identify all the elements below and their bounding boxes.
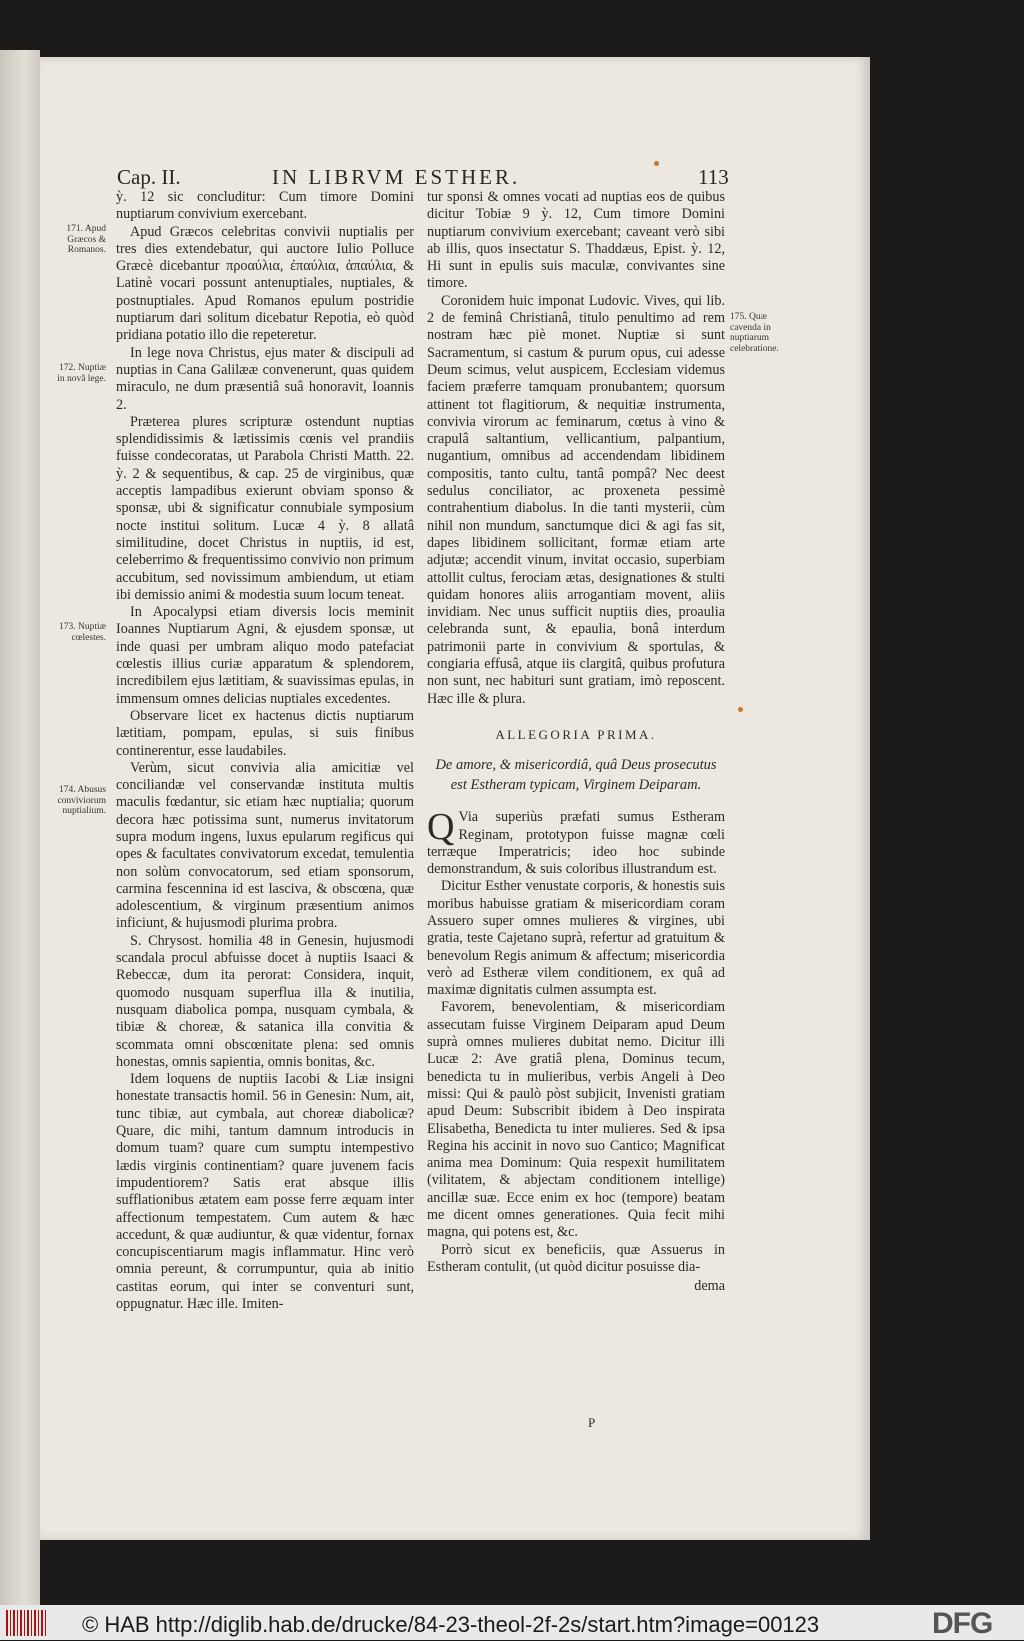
drop-cap: Q <box>427 806 455 849</box>
barcode-icon <box>6 1610 46 1636</box>
running-header <box>40 165 870 191</box>
ink-spot <box>654 161 659 166</box>
paragraph: S. Chrysost. homilia 48 in Genesin, hujusmodi scandala procul abfuisse docet à nuptiis Isaaci & Rebeccæ, dum ita perorat: Considera, inquit, quomodo nusquam superflua illa & inutilia, nusquam diabolica pompa, nusquam cymbala, & tibiæ & choreæ, & satanica illa convitia & scommata omni obscœnitate plena: sed omnis honestas, omnis sapientia, omnis bonitas, &c. <box>116 932 414 1070</box>
paragraph: Apud Græcos celebritas convivii nuptialis per tres dies extendebatur, qui auctore Iulio Polluce Græcè dicebantur προαύλια, ἐπαύλια, ἀπαύλια, & Latinè vocari possunt antenuptiales, nuptiales, & postnuptiales. Apud Romanos epulum postridie nuptiarum dari solitum dicebatur Repotia, eò quòd pridiana potatio illo die repeteretur. <box>116 223 414 344</box>
signature-mark: P <box>588 1415 596 1430</box>
margin-note-174: 174. Abusus conviviorum nuptialium. <box>57 785 106 816</box>
paragraph: Observare licet ex hactenus dictis nuptiarum lætitiam, pompam, epulas, si suis finibus continerentur, esse laudabiles. <box>116 707 414 759</box>
page-number: 113 <box>698 165 729 189</box>
margin-note-171: 171. Apud Græcos & Romanos. <box>66 224 106 255</box>
ink-spot <box>738 707 743 712</box>
right-column <box>427 189 725 1296</box>
paragraph: In Apocalypsi etiam diversis locis meminit Ioannes Nuptiarum Agni, & ejusdem sponsæ, ut inde quasi per umbram aliquo modo patefaciat cœlestis illius curiæ apparatum & splendorem, incredibilem ejus lætitiam, & suavissimas epulas, in immensum omnes delicias nuptiales excedentes. <box>116 604 414 707</box>
margin-note-173: 173. Nuptiæ cœlestes. <box>59 622 106 643</box>
catchword: dema <box>694 1278 725 1295</box>
paragraph: tur sponsi & omnes vocati ad nuptias eos de quibus dicitur Tobiæ 9 ỳ. 12, Cum timore Domini nuptiarum convivium exercebant; caveant verò sibi ab illis, quos insectatur S. Thaddæus, Epist. ỳ. 12, Hi sunt in epulis suis maculæ, convivantes sine timore. <box>427 189 725 292</box>
allegory-subtitle: De amore, & misericordiâ, quâ Deus prosecutus est Estheram typicam, Virginem Deiparam. <box>435 757 717 794</box>
source-url-link[interactable]: © HAB http://diglib.hab.de/drucke/84-23-theol-2f-2s/start.htm?image=00123 <box>82 1612 820 1637</box>
paragraph: In lege nova Christus, ejus mater & discipuli ad nuptias in Cana Galilææ convenerunt, quas quidem miraculo, ne dum præsentiâ suâ honoravit, Ioannis 2. <box>116 344 414 413</box>
margin-note-172: 172. Nuptiæ in novâ lege. <box>57 363 106 384</box>
running-title: IN LIBRVM ESTHER. <box>272 165 521 189</box>
paragraph: Via superiùs præfati sumus Estheram Reginam, prototypon fuisse magnæ cœli terræque Imperatricis; ideo hoc subinde demonstrandum, & suis coloribus illustrandum est. <box>427 809 725 878</box>
allegory-title: ALLEGORIA PRIMA. <box>495 726 657 742</box>
paragraph: Coronidem huic imponat Ludovic. Vives, qui lib. 2 de feminâ Christianâ, titulo penultimo ad rem nostram hæc piè monet. Nuptiæ si sunt Sacramentum, si castum & purum opus, cui adesse Deum scimus, velut auspicem, Ecclesiam videmus faciem præferre tamquam pronubantem; quorsum attinent tot flagitiorum, & nequitiæ instrumenta, convivia virorum ac feminarum, cœtus à vino & crapulâ saltantium, vellicantium, palpantium, nugantium, omnibus ad accendendam libidinem compositis, tanto cultu, tantâ pompâ? Nec deest sedulus conciliator, ac proxeneta pessimè contrahentium diabolus. In die tanti mysterii, cùm nihil non mundum, sanctumque dici & agi fas sit, dapes libidinem sollicitant, formæ etiam arte adjutæ; accendit vinum, invitat occasio, superbiam attollit cultus, ferociam ætas, designationes & stulti quidam honores aliis arrogantiam movent, aliis invidiam. Nec unus sufficit nuptiis dies, proaulia celebranda sunt, & epaulia, bonâ interdum patrimonii parte in convivium & sportulas, & congiaria effusâ, atque iis clargitâ, quibus profutura non sunt, nec habituri sunt gratiam, imò reposcent. Hæc ille & plura. <box>427 292 725 707</box>
footer-bar <box>0 1605 1024 1640</box>
paragraph: Dicitur Esther venustate corporis, & honestis suis moribus habuisse gratiam & misericordiam coram Assuero super omnes mulieres & virgines, ubi gratia, teste Cajetano suprà, refertur ad gratuitum & benevolum Regis animum & affectum; misericordia verò ad Estheræ vilem conditionem, ex quâ ad maximæ dignitatis culmen assumpta est. <box>427 878 725 999</box>
dfg-logo: DFG <box>932 1607 993 1640</box>
paragraph: Porrò sicut ex beneficiis, quæ Assuerus in Estheram contulit, (ut quòd dicitur posuisse dia- <box>427 1241 725 1275</box>
book-page <box>40 57 870 1540</box>
paragraph: Idem loquens de nuptiis Iacobi & Liæ insigni honestate transactis homil. 56 in Genesin: Num, ait, tunc tibiæ, aut cymbala, aut choreæ diabolicæ? Quare, dic mihi, tantum damnum introducis in domum tuam? quare cum sumptu intempestivo lædis virginis continentiam? quare juvenem facis impudentiorem? Satis erat absque illis sufflationibus ætatem eam posse ferre æquam inter affectionum tempestatem. Cum autem & hæc accedunt, & quæ audiuntur, & quæ videntur, fornax concupiscentiarum magis inflammatur. Hinc verò omnia pereunt, & corrumpuntur, quia ab initio castitas eorum, qui inter se conventuri sunt, oppugnatur. Hæc ille. Imiten- <box>116 1071 414 1312</box>
paragraph: ỳ. 12 sic concluditur: Cum timore Domini nuptiarum convivium exercebant. <box>116 189 414 223</box>
chapter-label: Cap. II. <box>117 165 181 189</box>
paragraph: Præterea plures scripturæ ostendunt nuptias splendidissimis & lætissimis cœnis vel prandiis fuisse condecoratas, ut Parabola Christi Matth. 22. ỳ. 2 & sequentibus, & cap. 25 de virginibus, quæ acceptis lampadibus exierunt obviam sponso & sponsæ, ubi & significatur connubiale symposium nocte institui solitum. Lucæ 4 ỳ. 8 allatâ similitudine, docet Christus in nuptiis, id est, celeberrimo & frequentissimo convivio non primum accubitum, sed novissimum ambiendum, ut etiam ibi demissio animi & modestia suum locum teneat. <box>116 413 414 603</box>
paragraph: Verùm, sicut convivia alia amicitiæ vel conciliandæ vel conservandæ instituta multis maculis fœdantur, sic etiam hæc nuptialia; quorum decora hæc potissima sunt, numerus invitatorum supra modum ingens, luxus epularum regificus qui opes & facultates convivatorum excedat, temulentia non solùm convocatorum, sed etiam sponsorum, carmina fescennina id est lasciva, & obscœna, quæ adolescentium, & virginum præsentium animos inficiunt, & hujusmodi plurima probra. <box>116 759 414 932</box>
previous-page-edge <box>0 50 40 1610</box>
margin-note-175: 175. Quæ cavenda in nuptiarum celebratione. <box>730 312 779 354</box>
left-column <box>116 189 414 1313</box>
paragraph: Favorem, benevolentiam, & misericordiam assecutam fuisse Virginem Deiparam apud Deum suprà omnes mulieres dubitat nemo. Dicitur illi Lucæ 2: Ave gratiâ plena, Dominus tecum, benedicta tu in mulieribus, verbis Angeli à Deo missi: Qui & paulò pòst subjicit, Invenisti gratiam apud Deum: Subscribit ibidem à Deo inspirata Elisabetha, Benedicta tu inter mulieres. Sed & ipsa Regina his accinit in novo suo Cantico; Magnificat anima mea Dominum: Quia respexit humilitatem (vilitatem, & abjectam conditionem intellige) ancillæ suæ. Ecce enim ex hoc (tempore) beatam me dicent omnes generationes. Quia fecit mihi magna, qui potens est, &c. <box>427 999 725 1241</box>
